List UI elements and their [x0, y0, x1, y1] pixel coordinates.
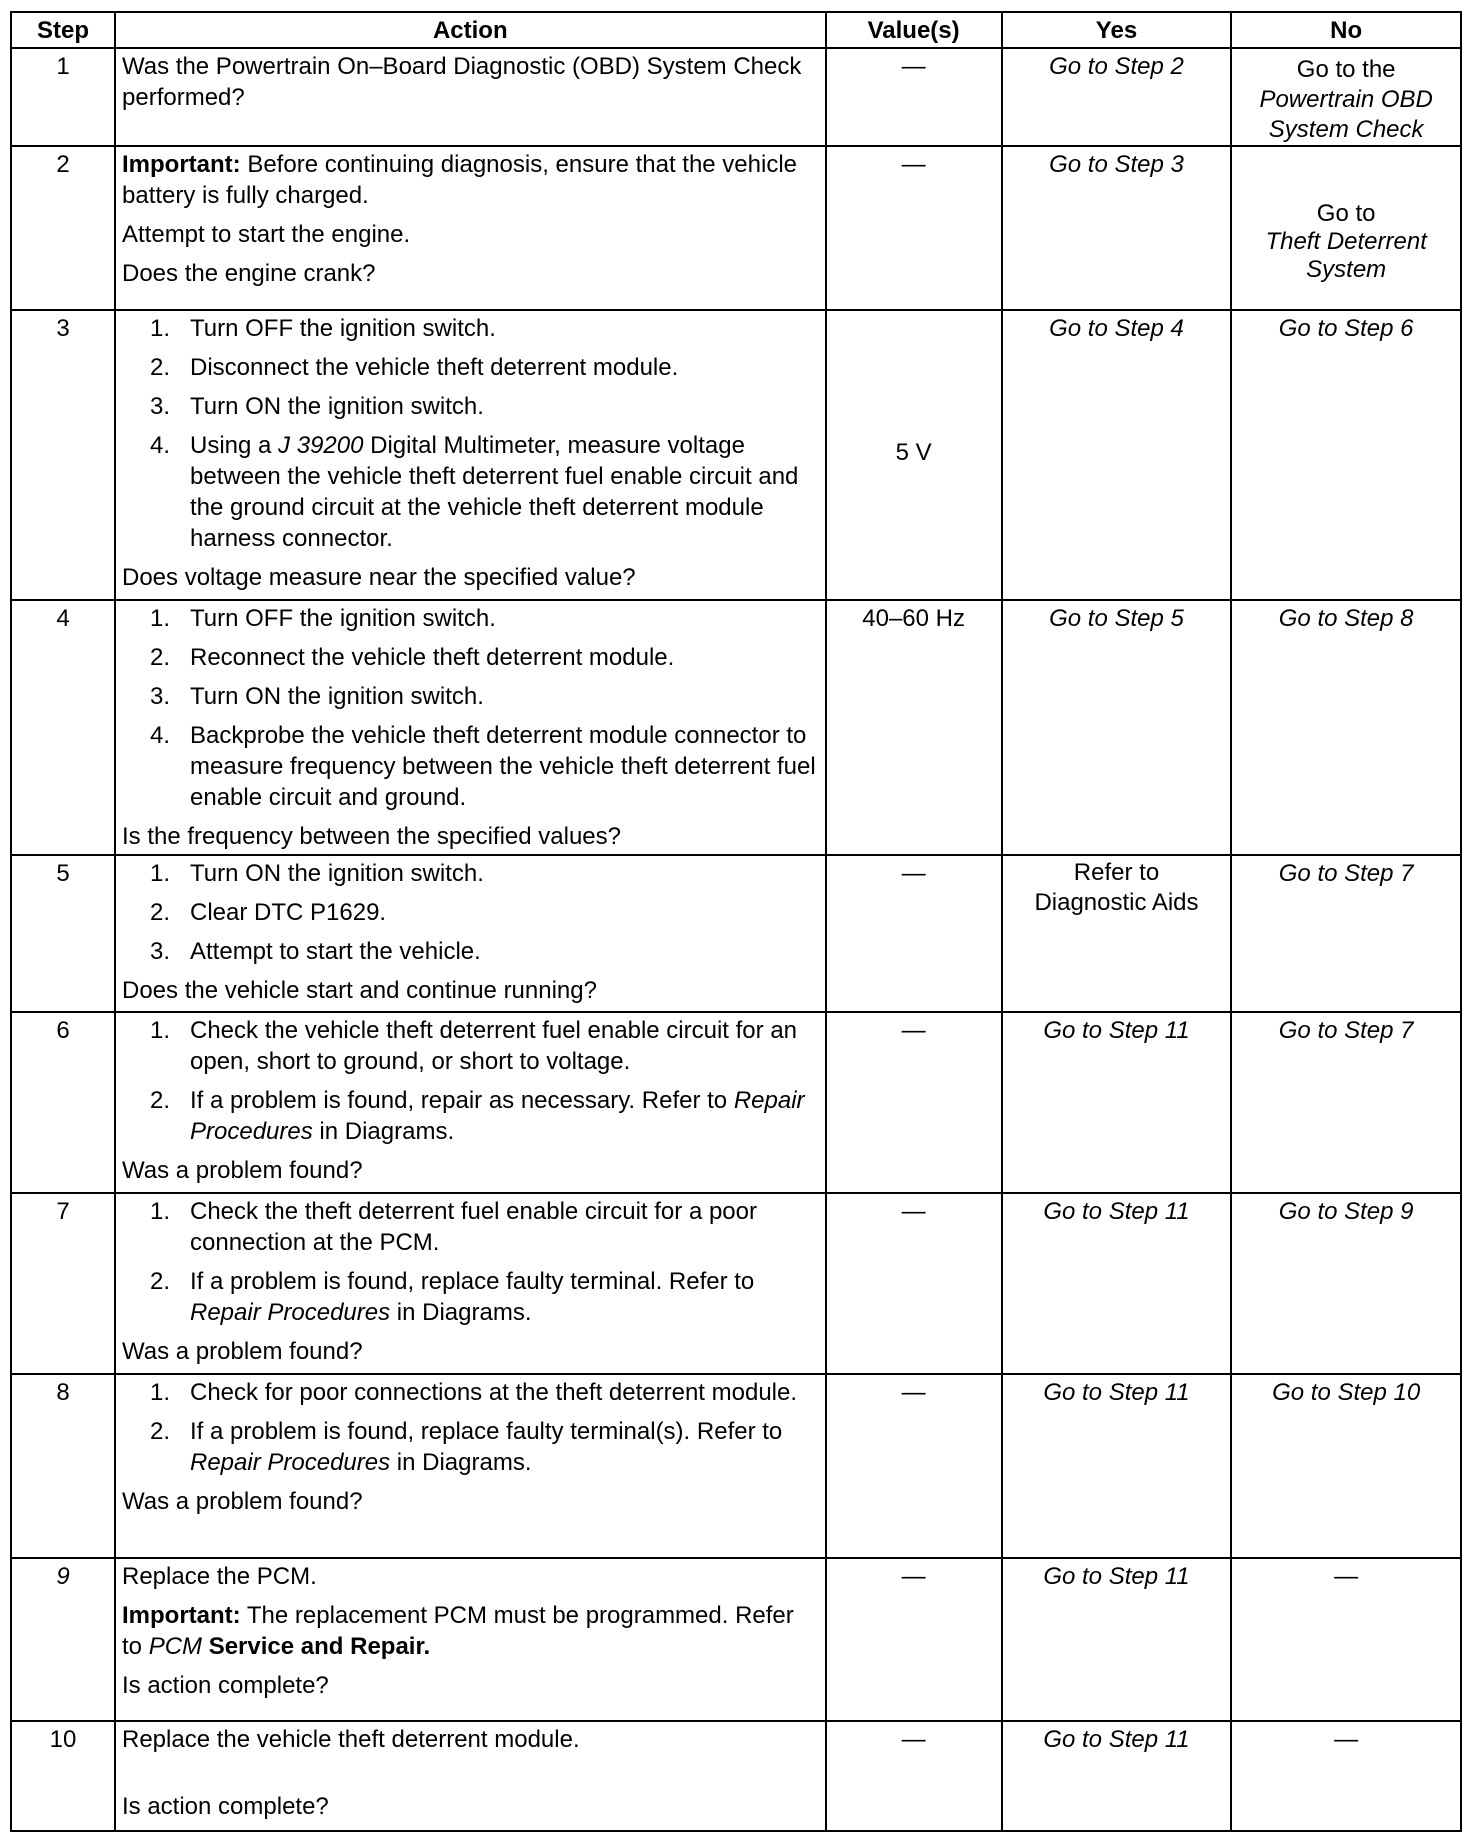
list-item: 4. Using a J 39200 Digital Multimeter, measure voltage between the vehicle theft deterrent fuel enable circuit and the ground circuit at the vehicle theft deterrent module harness connector.: [150, 432, 799, 552]
value-text: —: [901, 53, 926, 80]
no-cell: [1231, 1374, 1461, 1558]
value-text: —: [901, 1198, 926, 1225]
important-label: Important:: [122, 151, 241, 178]
list-item: 1. Check the theft deterrent fuel enable circuit for a poor connection at the PCM.: [150, 1198, 757, 1256]
tool-reference: J 39200: [278, 432, 364, 459]
question-text: Does the engine crank?: [122, 260, 376, 287]
diagnostic-table: [10, 11, 1462, 1832]
no-cell: [1231, 48, 1461, 146]
yes-text: Go to Step 11: [1043, 1563, 1190, 1590]
instruction-text: Replace the PCM.: [122, 1563, 317, 1590]
header-values: Value(s): [826, 12, 1002, 48]
action-steps-list: [122, 1377, 819, 1478]
question-text: Was a problem found?: [122, 1338, 363, 1365]
table-row: [11, 1721, 1461, 1831]
value-text: —: [901, 1563, 926, 1590]
no-cell: [1231, 1558, 1461, 1721]
yes-cell: [1002, 310, 1232, 600]
yes-text: Go to Step 11: [1043, 1379, 1190, 1406]
action-cell: [115, 1374, 826, 1558]
yes-text: Go to Step 11: [1043, 1198, 1190, 1225]
step-number: 5: [11, 855, 115, 1012]
yes-text: Go to Step 2: [1049, 53, 1184, 80]
header-step: Step: [11, 12, 115, 48]
question-text: Was a problem found?: [122, 1157, 363, 1184]
table-row: [11, 855, 1461, 1012]
important-label: Important:: [122, 1602, 241, 1629]
list-item: 3. Turn ON the ignition switch.: [150, 683, 484, 710]
value-cell: [826, 600, 1002, 855]
action-text: Was the Powertrain On–Board Diagnostic (OBD) System Check performed?: [122, 53, 802, 111]
list-item: 2. Disconnect the vehicle theft deterrent module.: [150, 354, 679, 381]
question-text: Is the frequency between the specified values?: [122, 823, 621, 850]
no-text: —: [1334, 1563, 1359, 1590]
list-item: 1. Turn OFF the ignition switch.: [150, 605, 496, 632]
action-cell: [115, 600, 826, 855]
value-text: —: [901, 1379, 926, 1406]
no-text: Go to Step 10: [1272, 1379, 1421, 1406]
action-cell: [115, 48, 826, 146]
value-cell: [826, 1193, 1002, 1374]
no-cell: [1231, 1193, 1461, 1374]
yes-text-line2: Diagnostic Aids: [1034, 889, 1199, 916]
service-repair-ref: Service and Repair.: [202, 1633, 431, 1660]
no-text-line1: Go to: [1316, 200, 1376, 227]
step-number: 8: [11, 1374, 115, 1558]
list-item: 1. Turn ON the ignition switch.: [150, 860, 484, 887]
yes-cell: [1002, 1721, 1232, 1831]
action-steps-list: [122, 1015, 819, 1147]
step-number: 7: [11, 1193, 115, 1374]
list-item: 4. Backprobe the vehicle theft deterrent module connector to measure frequency between the vehicle theft deterrent fuel enable circuit and ground.: [150, 722, 816, 811]
question-text: Does voltage measure near the specified value?: [122, 564, 636, 591]
no-text-line2: Powertrain OBD System Check: [1259, 86, 1433, 143]
list-item: 2. If a problem is found, replace faulty terminal. Refer to Repair Procedures in Diagrams.: [150, 1268, 755, 1326]
list-item: 1. Check the vehicle theft deterrent fuel enable circuit for an open, short to ground, or short to voltage.: [150, 1017, 798, 1075]
instruction-text: Replace the vehicle theft deterrent module.: [122, 1726, 580, 1753]
question-text: Is action complete?: [122, 1793, 329, 1820]
no-cell: [1231, 600, 1461, 855]
question-text: Does the vehicle start and continue running?: [122, 977, 597, 1004]
no-text: —: [1334, 1726, 1359, 1753]
value-text: —: [901, 860, 926, 887]
repair-procedures-ref: Repair Procedures: [190, 1299, 391, 1326]
value-cell: [826, 1374, 1002, 1558]
list-item: 1. Check for poor connections at the theft deterrent module.: [150, 1379, 798, 1406]
no-cell: [1231, 1721, 1461, 1831]
step-number: 4: [11, 600, 115, 855]
value-text: —: [901, 1017, 926, 1044]
table-row: [11, 1374, 1461, 1558]
action-cell: [115, 1012, 826, 1193]
table-row: [11, 1193, 1461, 1374]
action-steps-list: [122, 858, 819, 967]
important-text: Before continuing diagnosis, ensure that the vehicle battery is fully charged.: [122, 151, 798, 209]
yes-cell: [1002, 1558, 1232, 1721]
yes-cell: [1002, 1374, 1232, 1558]
value-cell: [826, 1012, 1002, 1193]
action-cell: [115, 1721, 826, 1831]
no-text-line2: Theft Deterrent System: [1265, 228, 1427, 283]
yes-text: Go to Step 11: [1043, 1726, 1190, 1753]
value-cell: [826, 48, 1002, 146]
table-row: [11, 1558, 1461, 1721]
no-cell: [1231, 855, 1461, 1012]
instruction-text: Attempt to start the engine.: [122, 221, 411, 248]
yes-cell: [1002, 855, 1232, 1012]
action-cell: [115, 310, 826, 600]
step-number: 9: [11, 1558, 115, 1721]
header-action: Action: [115, 12, 826, 48]
table-row: [11, 48, 1461, 146]
action-cell: [115, 146, 826, 310]
question-text: Was a problem found?: [122, 1488, 363, 1515]
yes-cell: [1002, 600, 1232, 855]
no-text: Go to Step 9: [1278, 1198, 1414, 1225]
list-item: 3. Turn ON the ignition switch.: [150, 393, 484, 420]
header-row: [11, 12, 1461, 48]
list-item: 2. Clear DTC P1629.: [150, 899, 387, 926]
yes-text: Go to Step 5: [1049, 605, 1184, 632]
no-cell: [1231, 310, 1461, 600]
value-cell: [826, 1721, 1002, 1831]
yes-cell: [1002, 146, 1232, 310]
question-text: Is action complete?: [122, 1672, 329, 1699]
value-cell: [826, 855, 1002, 1012]
table-row: [11, 310, 1461, 600]
list-item: 3. Attempt to start the vehicle.: [150, 938, 481, 965]
list-item: 1. Turn OFF the ignition switch.: [150, 315, 496, 342]
yes-cell: [1002, 1193, 1232, 1374]
action-cell: [115, 1193, 826, 1374]
yes-text: Go to Step 3: [1049, 151, 1184, 178]
no-cell: [1231, 146, 1461, 310]
step-number: 6: [11, 1012, 115, 1193]
yes-text: Go to Step 4: [1049, 315, 1184, 342]
step-number: 2: [11, 146, 115, 310]
pcm-ref: PCM: [148, 1633, 203, 1660]
value-text: 40–60 Hz: [862, 605, 965, 632]
header-no: No: [1231, 12, 1461, 48]
action-cell: [115, 855, 826, 1012]
table-row: [11, 1012, 1461, 1193]
yes-text-line1: Refer to: [1073, 859, 1160, 886]
action-steps-list: [122, 313, 819, 554]
header-yes: Yes: [1002, 12, 1232, 48]
no-text: Go to Step 7: [1278, 1017, 1414, 1044]
repair-procedures-ref: Repair Procedures: [190, 1449, 391, 1476]
no-cell: [1231, 1012, 1461, 1193]
value-cell: [826, 146, 1002, 310]
list-item: 2. If a problem is found, repair as necessary. Refer to Repair Procedures in Diagrams.: [150, 1087, 805, 1145]
no-text: Go to Step 7: [1278, 860, 1414, 887]
yes-cell: [1002, 1012, 1232, 1193]
action-steps-list: [122, 1196, 819, 1328]
value-text: —: [901, 151, 926, 178]
step-number: 10: [11, 1721, 115, 1831]
table-row: [11, 600, 1461, 855]
value-text: —: [901, 1726, 926, 1753]
yes-text: Go to Step 11: [1043, 1017, 1190, 1044]
step-number: 1: [11, 48, 115, 146]
no-text-line1: Go to the: [1296, 56, 1396, 83]
value-cell: [826, 1558, 1002, 1721]
table-row: [11, 146, 1461, 310]
repair-procedures-ref: Repair Procedures: [190, 1087, 805, 1145]
action-steps-list: [122, 603, 819, 813]
value-text: 5 V: [895, 439, 932, 466]
step-number: 3: [11, 310, 115, 600]
yes-cell: [1002, 48, 1232, 146]
list-item: 2. If a problem is found, replace faulty terminal(s). Refer to Repair Procedures in Diagrams.: [150, 1418, 783, 1476]
action-cell: [115, 1558, 826, 1721]
no-text: Go to Step 8: [1278, 605, 1414, 632]
no-text: Go to Step 6: [1278, 315, 1414, 342]
list-item: 2. Reconnect the vehicle theft deterrent module.: [150, 644, 675, 671]
value-cell: [826, 310, 1002, 600]
important-text: The replacement PCM must be programmed. Refer to: [122, 1602, 794, 1660]
